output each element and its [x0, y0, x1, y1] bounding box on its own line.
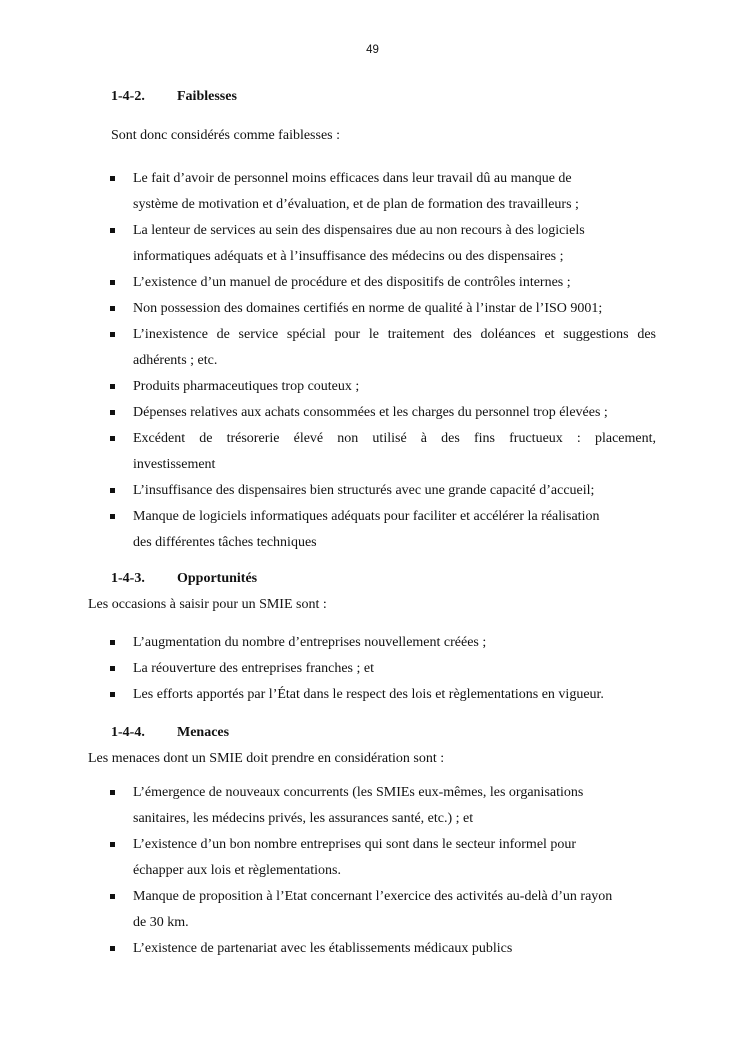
bullet-marker [110, 790, 115, 795]
bullet-marker [110, 946, 115, 951]
list-item: Les efforts apportés par l’État dans le respect des lois et règlementations en vigueur. [110, 682, 656, 708]
list-item: L’existence d’un bon nombre entreprises qui sont dans le secteur informel pour échapper aux lois et règlementations. [110, 832, 656, 884]
list-item: Dépenses relatives aux achats consommées et les charges du personnel trop élevées ; [110, 400, 656, 426]
list-item: L’inexistence de service spécial pour le traitement des doléances et suggestions des adhérents ; etc. [110, 322, 656, 374]
bullet-marker [110, 692, 115, 697]
list-item: Manque de proposition à l’Etat concernant l’exercice des activités au-delà d’un rayon de 30 km. [110, 884, 656, 936]
list-item: La réouverture des entreprises franches ; et [110, 656, 656, 682]
list-item: Le fait d’avoir de personnel moins efficaces dans leur travail dû au manque de système de motivation et d’évaluation, et de plan de formation des travailleurs ; [110, 166, 656, 218]
section-heading-opportunites [111, 571, 257, 587]
page-number: 49 [366, 44, 379, 56]
bullet-marker [110, 514, 115, 519]
list-item: L’augmentation du nombre d’entreprises nouvellement créées ; [110, 630, 656, 656]
bullet-marker [110, 666, 115, 671]
bullet-marker [110, 410, 115, 415]
bullet-marker [110, 280, 115, 285]
list-item: La lenteur de services au sein des dispensaires due au non recours à des logiciels informatiques adéquats et à l’insuffisance des médecins ou des dispensaires ; [110, 218, 656, 270]
section-number: 1-4-4. [111, 725, 145, 740]
bullet-marker [110, 228, 115, 233]
bullet-marker [110, 894, 115, 899]
bullet-marker [110, 176, 115, 181]
menaces-intro: Les menaces dont un SMIE doit prendre en considération sont : [88, 751, 445, 766]
section-title: Faiblesses [177, 89, 237, 104]
section-number: 1-4-2. [111, 89, 145, 104]
section-heading-menaces [111, 725, 229, 741]
section-title: Menaces [177, 725, 230, 740]
section-title: Opportunités [177, 571, 258, 586]
list-item: Non possession des domaines certifiés en norme de qualité à l’instar de l’ISO 9001; [110, 296, 656, 322]
bullet-marker [110, 332, 115, 337]
bullet-marker [110, 488, 115, 493]
bullet-marker [110, 384, 115, 389]
list-item: L’émergence de nouveaux concurrents (les SMIEs eux-mêmes, les organisations sanitaires, les médecins privés, les assurances santé, etc.) ; et [110, 780, 656, 832]
bullet-marker [110, 306, 115, 311]
opportunites-intro: Les occasions à saisir pour un SMIE sont : [88, 597, 327, 612]
bullet-marker [110, 640, 115, 645]
opportunites-list [110, 630, 656, 708]
list-item: Excédent de trésorerie élevé non utilisé à des fins fructueux : placement, investissement [110, 426, 656, 478]
section-heading-faiblesses [111, 89, 237, 105]
list-item: L’insuffisance des dispensaires bien structurés avec une grande capacité d’accueil; [110, 478, 656, 504]
section-number: 1-4-3. [111, 571, 145, 586]
faiblesses-list [110, 166, 656, 556]
menaces-list [110, 780, 656, 962]
list-item: L’existence d’un manuel de procédure et des dispositifs de contrôles internes ; [110, 270, 656, 296]
list-item: L’existence de partenariat avec les établissements médicaux publics [110, 936, 656, 962]
list-item: Produits pharmaceutiques trop couteux ; [110, 374, 656, 400]
faiblesses-intro: Sont donc considérés comme faiblesses : [111, 128, 341, 143]
list-item: Manque de logiciels informatiques adéquats pour faciliter et accélérer la réalisation des différentes tâches techniques [110, 504, 656, 556]
bullet-marker [110, 842, 115, 847]
bullet-marker [110, 436, 115, 441]
